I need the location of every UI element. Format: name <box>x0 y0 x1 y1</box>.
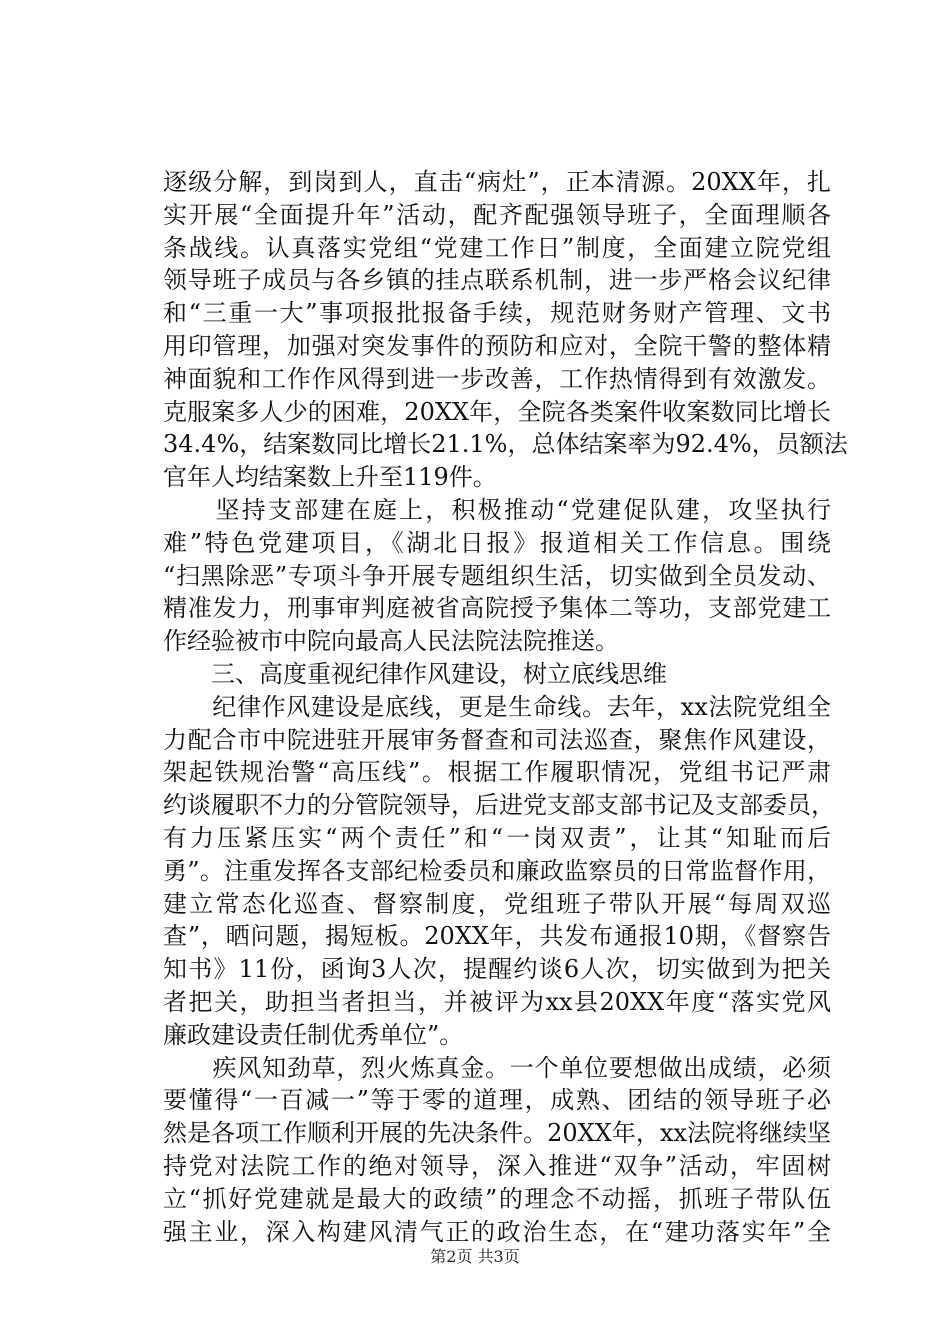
text-line: 难”特色党建项目，《湖北日报》报道相关工作信息。围绕 <box>163 528 831 557</box>
text-line: 力配合市中院进驻开展审务督查和司法巡查，聚焦作风建设， <box>163 725 831 754</box>
text-line: 领导班子成员与各乡镇的挂点联系机制，进一步严格会议纪律 <box>163 266 831 295</box>
text-line: 持党对法院工作的绝对领导，深入推进“双争”活动，牢固树 <box>163 1151 831 1180</box>
text-line: 精准发力，刑事审判庭被省高院授予集体二等功，支部党建工 <box>163 594 831 623</box>
text-line: 然是各项工作顺利开展的先决条件。20XX年，xx法院将继续坚 <box>163 1119 831 1148</box>
body-text <box>163 166 848 1248</box>
text-line: 神面貌和工作作风得到进一步改善，工作热情得到有效激发。 <box>163 364 831 393</box>
text-line: 坚持支部建在庭上，积极推动“党建促队建，攻坚执行 <box>163 495 831 524</box>
text-line: 和“三重一大”事项报批报备手续，规范财务财产管理、文书 <box>163 299 831 328</box>
page-footer: 第2页 共3页 <box>430 1247 520 1266</box>
text-line: 34.4%，结案数同比增长21.1%，总体结案率为92.4%，员额法 <box>163 430 848 459</box>
text-line: 查”，晒问题，揭短板。20XX年，共发布通报10期，《督察告 <box>163 922 831 951</box>
text-line: 架起铁规治警“高压线”。根据工作履职情况，党组书记严肃 <box>163 758 831 787</box>
text-line: 用印管理，加强对突发事件的预防和应对，全院干警的整体精 <box>163 331 831 360</box>
text-line: 官年人均结案数上升至119件。 <box>163 463 497 492</box>
text-line: 约谈履职不力的分管院领导，后进党支部支部书记及支部委员， <box>163 791 835 820</box>
text-line: “扫黑除恶”专项斗争开展专题组织生活，切实做到全员发动、 <box>163 561 831 590</box>
text-line: 疾风知劲草，烈火炼真金。一个单位要想做出成绩，必须 <box>163 1053 831 1082</box>
text-line: 有力压紧压实“两个责任”和“一岗双责”，让其“知耻而后 <box>163 823 831 852</box>
text-line: 克服案多人少的困难，20XX年，全院各类案件收案数同比增长 <box>163 397 831 426</box>
text-line: 知书》11份，函询3人次，提醒约谈6人次，切实做到为把关 <box>163 955 831 984</box>
text-line: 三、高度重视纪律作风建设，树立底线思维 <box>163 659 667 688</box>
text-line: 纪律作风建设是底线，更是生命线。去年，xx法院党组全 <box>163 692 831 721</box>
text-line: 立“抓好党建就是最大的政绩”的理念不动摇，抓班子带队伍 <box>163 1184 831 1213</box>
text-line: 建立常态化巡查、督察制度，党组班子带队开展“每周双巡 <box>163 889 831 918</box>
text-line: 条战线。认真落实党组“党建工作日”制度，全面建立院党组 <box>163 233 831 262</box>
text-line: 者把关，助担当者担当，并被评为xx县20XX年度“落实党风 <box>163 987 831 1016</box>
text-line: 强主业，深入构建风清气正的政治生态，在“建功落实年”全 <box>163 1217 831 1246</box>
text-line: 逐级分解，到岗到人，直击“病灶”，正本清源。20XX年，扎 <box>163 168 831 196</box>
text-line: 要懂得“一百减一”等于零的道理，成熟、团结的领导班子必 <box>163 1086 831 1115</box>
text-line: 实开展“全面提升年”活动，配齐配强领导班子，全面理顺各 <box>163 200 831 229</box>
text-line: 勇”。注重发挥各支部纪检委员和廉政监察员的日常监督作用， <box>163 856 831 885</box>
text-line: 廉政建设责任制优秀单位”。 <box>163 1020 464 1049</box>
text-line: 作经验被市中院向最高人民法院法院推送。 <box>163 627 619 656</box>
